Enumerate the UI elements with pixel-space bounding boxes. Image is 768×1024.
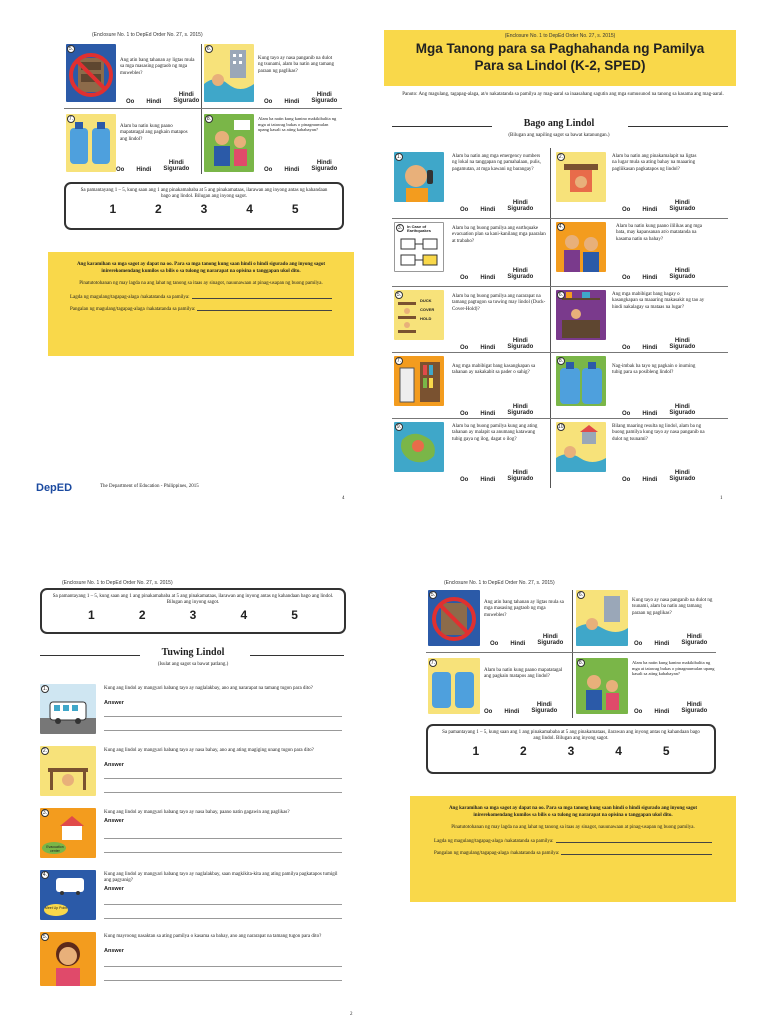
question-7b-options[interactable]: Oo Hindi Hindi Sigurado [460, 404, 534, 417]
section-subtitle: (Bilugan ang napiling sagot sa bawat katanungan.) [508, 133, 610, 138]
page-number: 2 [350, 1012, 353, 1017]
question-8b-image: 8. [556, 356, 606, 406]
repeat-q6-options[interactable]: Oo Hindi Hindi Sigurado [634, 634, 708, 647]
question-1-text: Alam ba natin ang mga emergency numbers ng lokal na tanggapan ng pamahalaan, pulis, pagamutan, at mga kawani ng barangay? [452, 154, 541, 172]
during-q2-text: Kung ang lindol ay mangyari habang tayo ay nasa bahay, ano ang ating magiging unang tugon para dito? [104, 748, 314, 753]
title-banner: (Enclosure No. 1 to DepEd Order No. 27, s. 2015) Mga Tanong para sa Paghahanda ng Pamilya Para sa Lindol (K-2, SPED) [384, 30, 736, 86]
question-5-image: 5. [66, 44, 116, 102]
answer-line[interactable] [104, 838, 342, 839]
answer-line[interactable] [104, 792, 342, 793]
question-5-text: Ang atin bang tahanan ay ligtas mula sa mga masasing pagtaob ng mga muwebles? [120, 58, 195, 76]
repeat-question-6-image: 6. [576, 590, 628, 646]
preparedness-scale[interactable]: Sa pamantayang 1 – 5, kung saan ang 1 ang pinakamababa at 5 ang pinakamataas, ilarawan ang inyong antas ng kahandaan bago ang lindol. Bilugan ang inyong sagot. 1 2 3 4 5 [64, 182, 344, 230]
table-cover-icon [40, 746, 96, 796]
signature-field[interactable]: Lagda ng magulang/tagapag-alaga /nakatatanda sa pamilya: [70, 295, 332, 300]
question-8-image: 8. [204, 114, 254, 172]
question-6b-image: 6. [556, 290, 606, 340]
section-subtitle-2: (Isulat ang sagot sa bawat patlang.) [157, 662, 229, 667]
question-9-options[interactable]: Oo Hindi Hindi Sigurado [460, 470, 534, 483]
family-evacuation-icon [576, 658, 628, 714]
answer-line[interactable] [104, 966, 342, 967]
preparedness-scale-2[interactable]: Sa pamantayang 1 – 5, kung saan ang 1 ang pinakamababa at 5 ang pinakamataas, ilarawan ang inyong antas ng kahandaan bago ang lindol. Bilugan ang inyong sagot. 1 2 3 4 5 [40, 588, 346, 634]
during-q1-image: 1. [40, 684, 96, 734]
question-3-image: 3. In Case of Earthquakes [394, 222, 444, 272]
question-6-image: 6. [204, 44, 254, 102]
page-number: 1 [720, 496, 723, 501]
question-5b-text: Alam ba ng buong pamilya ang nararapat na tamang pagtugon sa tuwing may lindol (Duck-Cover-Hold)? [452, 294, 546, 312]
question-2-options[interactable]: Oo Hindi Hindi Sigurado [622, 200, 696, 213]
section-title-before: Bago ang Lindol [523, 118, 595, 129]
question-6-options[interactable]: Oo Hindi Hindi Sigurado [264, 92, 338, 105]
answer-line[interactable] [104, 904, 342, 905]
page-number: 4 [342, 496, 345, 501]
no-furniture-icon [428, 590, 480, 646]
during-q2-image: 2. [40, 746, 96, 796]
tsunami-building-icon [576, 590, 628, 646]
question-7b-text: Ang mga mabibigat bang kasangkapan sa tahanan ay nakakabit sa pader o sahig? [452, 364, 536, 376]
question-8b-options[interactable]: Oo Hindi Hindi Sigurado [622, 404, 696, 417]
question-1-image: 1. [394, 152, 444, 202]
question-10-options[interactable]: Oo Hindi Hindi Sigurado [622, 470, 696, 483]
question-10-image: 10. [556, 422, 606, 472]
question-7-options[interactable]: Oo Hindi Hindi Sigurado [116, 160, 190, 173]
deped-logo: DepED [36, 482, 73, 494]
question-1-options[interactable]: Oo Hindi Hindi Sigurado [460, 200, 534, 213]
question-5b-options[interactable]: Oo Hindi Hindi Sigurado [460, 338, 534, 351]
enclosure-note: (Enclosure No. 1 to DepEd Order No. 27, s. 2015) [92, 32, 203, 38]
repeat-question-8-image: 8. [576, 658, 628, 714]
name-field[interactable]: Pangalan ng magulang/tagapag-alaga /nakatatanda sa pamilya: [70, 307, 332, 312]
question-5-options[interactable]: Oo Hindi Hindi Sigurado [126, 92, 200, 105]
page-4 [0, 0, 384, 512]
preparedness-scale-3[interactable]: Sa pamantayang 1 – 5, kung saan ang 1 ang pinakamababa at 5 ang pinakamataas, ilarawan ang inyong antas ng kahandaan bago ang lindol. Bilugan ang inyong sagot. 1 2 3 4 5 [426, 724, 716, 774]
question-7-text: Alam ba natin kung paano mapatatagal ang pagkain matapos ang lindol? [120, 124, 188, 142]
question-3-options[interactable]: Oo Hindi Hindi Sigurado [460, 268, 534, 281]
answer-line[interactable] [104, 778, 342, 779]
question-3-text: Alam ba ng buong pamilya ang earthquake evacuation plan sa kani-kanilang mga paaralan at trabaho? [452, 226, 546, 244]
instructions: Panuto: Ang magulang, tagapag-alaga, at/o nakatatanda sa pamilya ay mag-aaral sa inaasahang sagutin ang mga sumusunod na tanong sa kasama ang mag-aaral. [402, 92, 724, 97]
repeat-question-7-image: 7. [428, 658, 480, 714]
no-furniture-icon [66, 44, 116, 102]
question-8-options[interactable]: Oo Hindi Hindi Sigurado [264, 160, 338, 173]
water-bottles-icon [428, 658, 480, 714]
scale-numbers-2[interactable]: 1 2 3 4 5 [88, 608, 298, 622]
question-6b-options[interactable]: Oo Hindi Hindi Sigurado [622, 338, 696, 351]
repeat-q8-options[interactable]: Oo Hindi Hindi Sigurado [634, 702, 708, 715]
answer-line[interactable] [104, 716, 342, 717]
water-bottles-icon [66, 114, 116, 172]
question-5b-image: 5. DUCK COVER HOLD [394, 290, 444, 340]
during-q4-image: 4. Meet Up Point [40, 870, 96, 920]
question-6b-text: Ang mga mabibigat bang bagay o kasangkapan sa maaaring makasakit ng tao ay hindi nakalagay sa mataas na lugar? [612, 292, 705, 310]
during-q1-text: Kung ang lindol ay mangyari habang tayo ay naglalakbay, ano ang nararapat na tamang tugon para dito? [104, 686, 313, 691]
question-2-image: 2. [556, 152, 606, 202]
bus-icon [40, 684, 96, 734]
meet-up-bus-icon [40, 870, 96, 920]
footer-text: The Department of Education - Philippines, 2015 [100, 484, 199, 489]
answer-line[interactable] [104, 730, 342, 731]
page-4-repeat: (Enclosure No. 1 to DepEd Order No. 27, s. 2015) 5. Ang atin bang tahanan ay ligtas mula sa mga masasing pagtaob ng mga muwebles? Oo Hindi Hindi Sigurado 6. Kung tayo ay nasa panganib na dulot ng tsunami, alam ba natin ang tamang paraan ng paglikas? Oo Hindi Hindi Sigurado 7. Alam ba natin kung paano mapatatagal ang pagkain matapos ang lindol? Oo Hindi Hindi Sigurado 8. Alam ba natin kung kanino makikibalita ng mga at tatawag bukas o pinagmumulan upang kasali sa ating kababayan? Oo Hindi Hindi Sigurado Sa pamantayang 1 – 5, kung saan ang 1 ang pinakamababa at 5 ang pinakamataas, ilarawan ang inyong antas ng kahandaan bago ang lindol. Bilugan ang inyong sagot. 1 2 3 4 5 Ang karamihan sa mga sagot ay dapat na oo. Para sa mga tanong kung saan hindi o hindi sigurado ang inyong sagot inirerekomendang kumilos sa bilis o sa tulong ng nararapat na opisina o tanggapan ukol dito. Pinatutotohanan ng may lagda na ang lahat ng tanong sa itaas ay sinagot, nauunawaan at pinag-usapan ng buong pamilya. Lagda ng magulang/tagapag-alaga /nakatatanda sa pamilya: Pangalan ng magulang/tagapag-alaga /nakatatanda sa pamilya: [384, 512, 768, 1024]
question-2-text: Alam ba natin ang pinakamalapit na ligtas na lugar mula sa ating bahay na maaaring pagliikasan pagkatapos ng lindol? [612, 154, 697, 172]
page-title: Mga Tanong para sa Paghahanda ng Pamilya Para sa Lindol (K-2, SPED) [415, 41, 705, 73]
question-7b-image: 7. [394, 356, 444, 406]
repeat-question-5-image: 5. [428, 590, 480, 646]
question-6-text: Kung tayo ay nasa panganib na dulot ng tsunami, alam ba natin ang tamang paraan ng paglikas? [258, 56, 334, 74]
section-title-during: Tuwing Lindol [161, 647, 225, 658]
repeat-q5-options[interactable]: Oo Hindi Hindi Sigurado [490, 634, 564, 647]
question-4-options[interactable]: Oo Hindi Hindi Sigurado [622, 268, 696, 281]
during-q3-text: Kung ang lindol ay mangyari habang tayo ay nasa bahay, paano natin gagawin ang paglikas? [104, 810, 290, 815]
question-9-text: Alam ba ng buong pamilya kung ang ating tahanan ay malapit sa anumang katawang tubig gaya ng ilog, dagat o ilog? [452, 424, 538, 442]
during-q5-text: Kung mayroong nasaktan sa ating pamilya o kasama sa bahay, ano ang nararapat na tamang tugon para dito? [104, 934, 322, 939]
page-1 [384, 0, 768, 512]
answer-line[interactable] [104, 918, 342, 919]
page-2: (Enclosure No. 1 to DepEd Order No. 27, s. 2015) Sa pamantayang 1 – 5, kung saan ang 1 ang pinakamababa at 5 ang pinakamataas, ilarawan ang inyong antas ng kahandaan bago ang lindol. Bilugan ang inyong sagot. 1 2 3 4 5 Tuwing Lindol (Isulat ang sagot sa bawat patlang.) 1. Kung ang lindol ay mangyari habang tayo ay naglalakbay, ano ang nararapat na tamang tugon para dito? Answer 2. Kung ang lindol ay mangyari habang tayo ay nasa bahay, ano ang ating magiging unang tugon para dito? Answer 3. Evacuation center Kung ang lindol ay mangyari habang tayo ay nasa bahay, paano natin gagawin ang paglikas? Answer 4. Meet Up Point Kung ang lindol ay mangyari habang tayo ay naglalakbay, saan magkikita-kita ang ating pamilya pagkatapos tumigil ang pagyanig? Answer 5. Kung mayroong nasaktan sa ating pamilya o kasama sa bahay, ano ang nararapat na tamang tugon para dito? Answer 2 [0, 512, 384, 1024]
question-4-text: Alam ba natin kung paano ililikas ang mga bata, may kapansanan at/o matatanda na kasama natin sa bahay? [616, 224, 702, 242]
during-q5-image: 5. [40, 932, 96, 986]
question-9-image: 9. [394, 422, 444, 472]
question-10-text: Bilang maaring resulta ng lindol, alam ba ng buong pamilya kung tayo ay nasa panganib na dulot ng tsunami? [612, 424, 705, 442]
scale-numbers[interactable]: 1 2 3 4 5 [109, 202, 299, 216]
girl-icon [40, 932, 96, 986]
question-7-image: 7. [66, 114, 116, 172]
tsunami-building-icon [204, 44, 254, 102]
during-q4-text: Kung ang lindol ay mangyari habang tayo ay naglalakbay, saan magkikita-kita ang ating pamilya pagkatapos tumigil ang pagyanig? [104, 872, 338, 884]
certification-box: Ang karamihan sa mga sagot ay dapat na oo. Para sa mga tanong kung saan hindi o hindi sigurado ang inyong sagot inirerekomendang kumilos sa bilis o sa tulong ng nararapat na opisina o tanggapan ukol dito. Pinatutotohanan ng may lagda na ang lahat ng tanong sa itaas ay sinagot, nauunawaan at pinag-usapan ng buong pamilya. Lagda ng magulang/tagapag-alaga /nakatatanda sa pamilya: Pangalan ng magulang/tagapag-alaga /nakatatanda sa pamilya: [48, 252, 354, 356]
certification-box-2: Ang karamihan sa mga sagot ay dapat na oo. Para sa mga tanong kung saan hindi o hindi sigurado ang inyong sagot inirerekomendang kumilos sa bilis o sa tulong ng nararapat na opisina o tanggapan ukol dito. Pinatutotohanan ng may lagda na ang lahat ng tanong sa itaas ay sinagot, nauunawaan at pinag-usapan ng buong pamilya. Lagda ng magulang/tagapag-alaga /nakatatanda sa pamilya: Pangalan ng magulang/tagapag-alaga /nakatatanda sa pamilya: [410, 796, 736, 902]
answer-line[interactable] [104, 980, 342, 981]
answer-line[interactable] [104, 852, 342, 853]
during-q3-image: 3. Evacuation center [40, 808, 96, 858]
question-8b-text: Nag-imbak ba tayo ng pagkain o inuming tubig para sa posibleng lindol? [612, 364, 696, 376]
family-evacuation-icon [204, 114, 254, 172]
question-4-image: 4. [556, 222, 606, 272]
repeat-q7-options[interactable]: Oo Hindi Hindi Sigurado [484, 702, 558, 715]
question-8-text: Alam ba natin kung kanino makikibalita ng mga at tatawag bukas o pinagmumulan upang kasali sa ating kababayan? [258, 116, 337, 133]
